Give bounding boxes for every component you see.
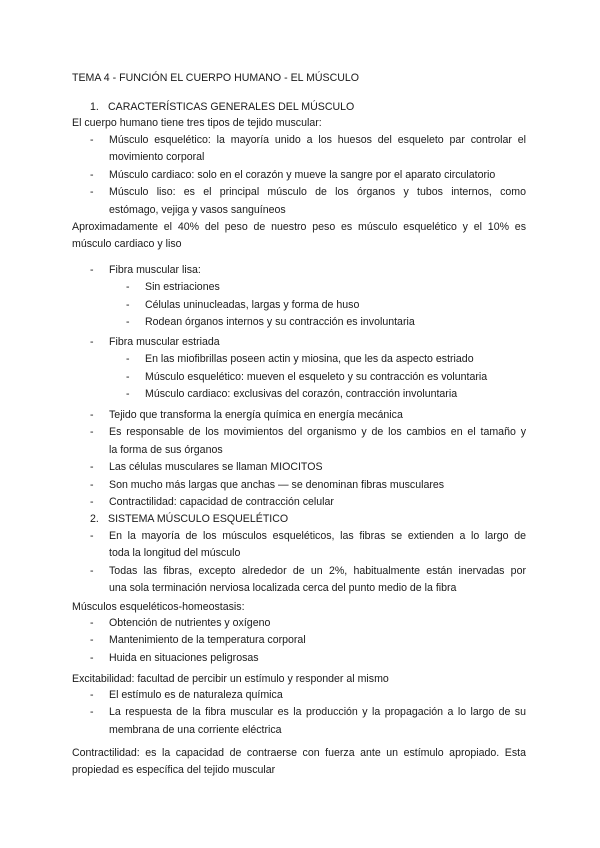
section-2-heading bbox=[90, 511, 288, 528]
smooth-fiber-label: Fibra muscular lisa: bbox=[109, 264, 201, 276]
list-item: - Células uninucleadas, largas y forma de huso bbox=[126, 298, 360, 311]
list-item: - Sin estriaciones bbox=[126, 281, 220, 294]
list-item: - Las células musculares se llaman MIOCITOS bbox=[90, 461, 323, 474]
contractility-paragraph: Contractilidad: es la capacidad de contraerse con fuerza ante un estímulo apropiado. Esta propiedad es específica del tejido muscular bbox=[72, 747, 526, 777]
list-item: - Músculo cardiaco: solo en el corazón y mueve la sangre por el aparato circulatorio bbox=[90, 168, 496, 181]
list-item: - En la mayoría de los músculos esqueléticos, las fibras se extienden a lo largo de toda la longitud del músculo bbox=[90, 530, 526, 560]
list-item: - Rodean órganos internos y su contracción es involuntaria bbox=[126, 316, 415, 329]
striated-fiber-label: Fibra muscular estriada bbox=[109, 336, 220, 348]
section-1-intro: El cuerpo humano tiene tres tipos de tejido muscular: bbox=[72, 117, 322, 129]
section-1-number: 1. bbox=[90, 101, 99, 113]
list-item: - La respuesta de la fibra muscular es la producción y la propagación a lo largo de su membrana de una corriente eléctrica bbox=[90, 706, 526, 736]
muscle-properties-list bbox=[90, 407, 526, 511]
list-item: - Músculo esquelético: la mayoría unido a los huesos del esqueleto par controlar el movimiento corporal bbox=[90, 134, 526, 164]
list-item: - Todas las fibras, excepto alrededor de un 2%, habitualmente están inervadas por una sola terminación nerviosa localizada cerca del punto medio de la fibra bbox=[90, 564, 526, 595]
list-item: - Músculo cardiaco: exclusivas del corazón, contracción involuntaria bbox=[126, 388, 458, 401]
list-item: - Huida en situaciones peligrosas bbox=[90, 651, 259, 664]
section-1-heading bbox=[90, 99, 354, 116]
page-title: TEMA 4 - FUNCIÓN EL CUERPO HUMANO - EL MÚSCULO bbox=[72, 72, 360, 84]
list-item: - Tejido que transforma la energía química en energía mecánica bbox=[90, 409, 403, 421]
homeostasis-label: Músculos esqueléticos-homeostasis: bbox=[72, 601, 245, 613]
list-item: - En las miofibrillas poseen actin y miosina, que les da aspecto estriado bbox=[126, 353, 474, 366]
striated-fiber-group bbox=[90, 334, 487, 404]
section-1-title: CARACTERÍSTICAS GENERALES DEL MÚSCULO bbox=[108, 101, 355, 113]
excitability-list bbox=[90, 687, 526, 739]
list-item: - Obtención de nutrientes y oxígeno bbox=[90, 617, 271, 629]
homeostasis-list bbox=[90, 615, 306, 667]
section-2-list bbox=[90, 528, 526, 598]
excitability-label: Excitabilidad: facultad de percibir un estímulo y responder al mismo bbox=[72, 673, 389, 685]
section-2-number: 2. bbox=[90, 513, 99, 525]
percentage-paragraph: Aproximadamente el 40% del peso de nuestro peso es músculo esquelético y el 10% es músculo cardiaco y liso bbox=[72, 221, 526, 251]
muscle-types-list bbox=[90, 132, 526, 219]
smooth-fiber-group bbox=[90, 262, 415, 332]
list-item: - Fibra muscular estriada bbox=[90, 334, 487, 351]
list-item: - El estímulo es de naturaleza química bbox=[90, 689, 283, 701]
list-item: - Mantenimiento de la temperatura corporal bbox=[90, 634, 306, 647]
list-item: - Músculo liso: es el principal músculo de los órganos y tubos internos, como estómago, vejiga y vasos sanguíneos bbox=[90, 186, 526, 216]
list-item: - Son mucho más largas que anchas — se denominan fibras musculares bbox=[90, 478, 445, 491]
smooth-fiber-sublist bbox=[126, 279, 415, 331]
list-item: - Es responsable de los movimientos del organismo y de los cambios en el tamaño y la forma de sus órganos bbox=[90, 426, 526, 456]
list-item: - Fibra muscular lisa: bbox=[90, 262, 415, 279]
list-item: - Contractilidad: capacidad de contracción celular bbox=[90, 496, 334, 509]
striated-fiber-sublist bbox=[126, 351, 487, 403]
section-2-title: SISTEMA MÚSCULO ESQUELÉTICO bbox=[108, 513, 289, 525]
list-item: - Músculo esquelético: mueven el esqueleto y su contracción es voluntaria bbox=[126, 370, 488, 383]
